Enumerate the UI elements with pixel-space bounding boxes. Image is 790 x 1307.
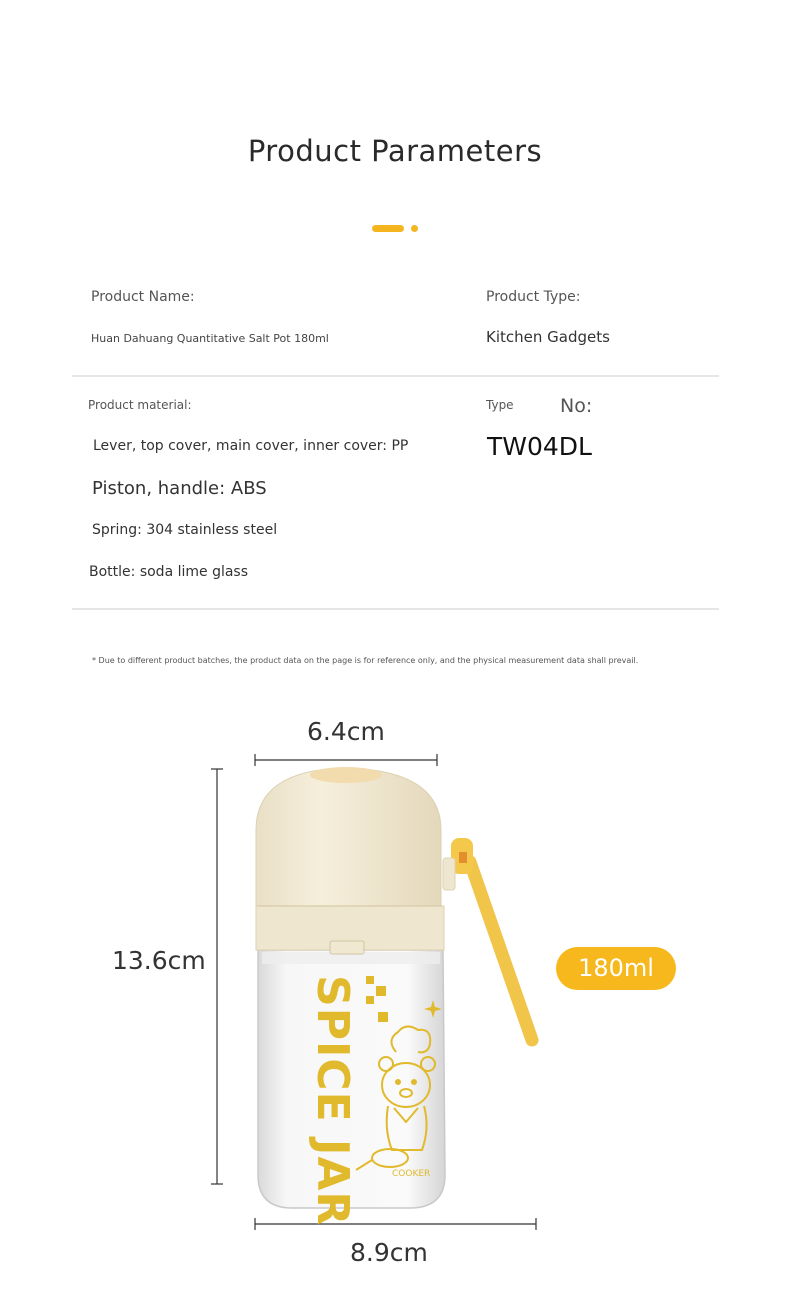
product-name-value: Huan Dahuang Quantitative Salt Pot 180ml (91, 332, 329, 345)
material-line-4: Bottle: soda lime glass (89, 564, 249, 580)
dimension-line-height (211, 769, 223, 1184)
model-label-type: Type (486, 398, 514, 412)
jar-print-text: SPICE JAR (307, 975, 358, 1227)
material-line-1: Lever, top cover, main cover, inner cover: PP (93, 438, 409, 454)
dimension-line-bottom (255, 1218, 536, 1230)
dimension-height: 13.6cm (112, 946, 206, 975)
material-line-2: Piston, handle: ABS (92, 478, 267, 499)
disclaimer-note: * Due to different product batches, the product data on the page is for reference only, and the physical measurement data shall prevail. (92, 656, 639, 665)
cap-clip (330, 941, 364, 954)
cap-top (310, 767, 382, 783)
product-name-label: Product Name: (91, 289, 195, 305)
model-value: TW04DL (487, 432, 592, 461)
product-type-label: Product Type: (486, 289, 581, 305)
jar-logo-text: COOKER (392, 1169, 431, 1179)
dimension-width-bottom: 8.9cm (350, 1238, 428, 1267)
model-label-no: No: (560, 395, 593, 417)
product-material-label: Product material: (88, 398, 192, 412)
cap-dome (256, 768, 441, 906)
product-type-value: Kitchen Gadgets (486, 328, 610, 346)
page-title: Product Parameters (247, 134, 543, 168)
lever-arm (443, 838, 532, 1040)
capacity-badge: 180ml (556, 947, 676, 990)
dimension-width-top: 6.4cm (307, 717, 385, 746)
dimension-line-top (255, 754, 437, 766)
material-line-3: Spring: 304 stainless steel (92, 522, 278, 538)
